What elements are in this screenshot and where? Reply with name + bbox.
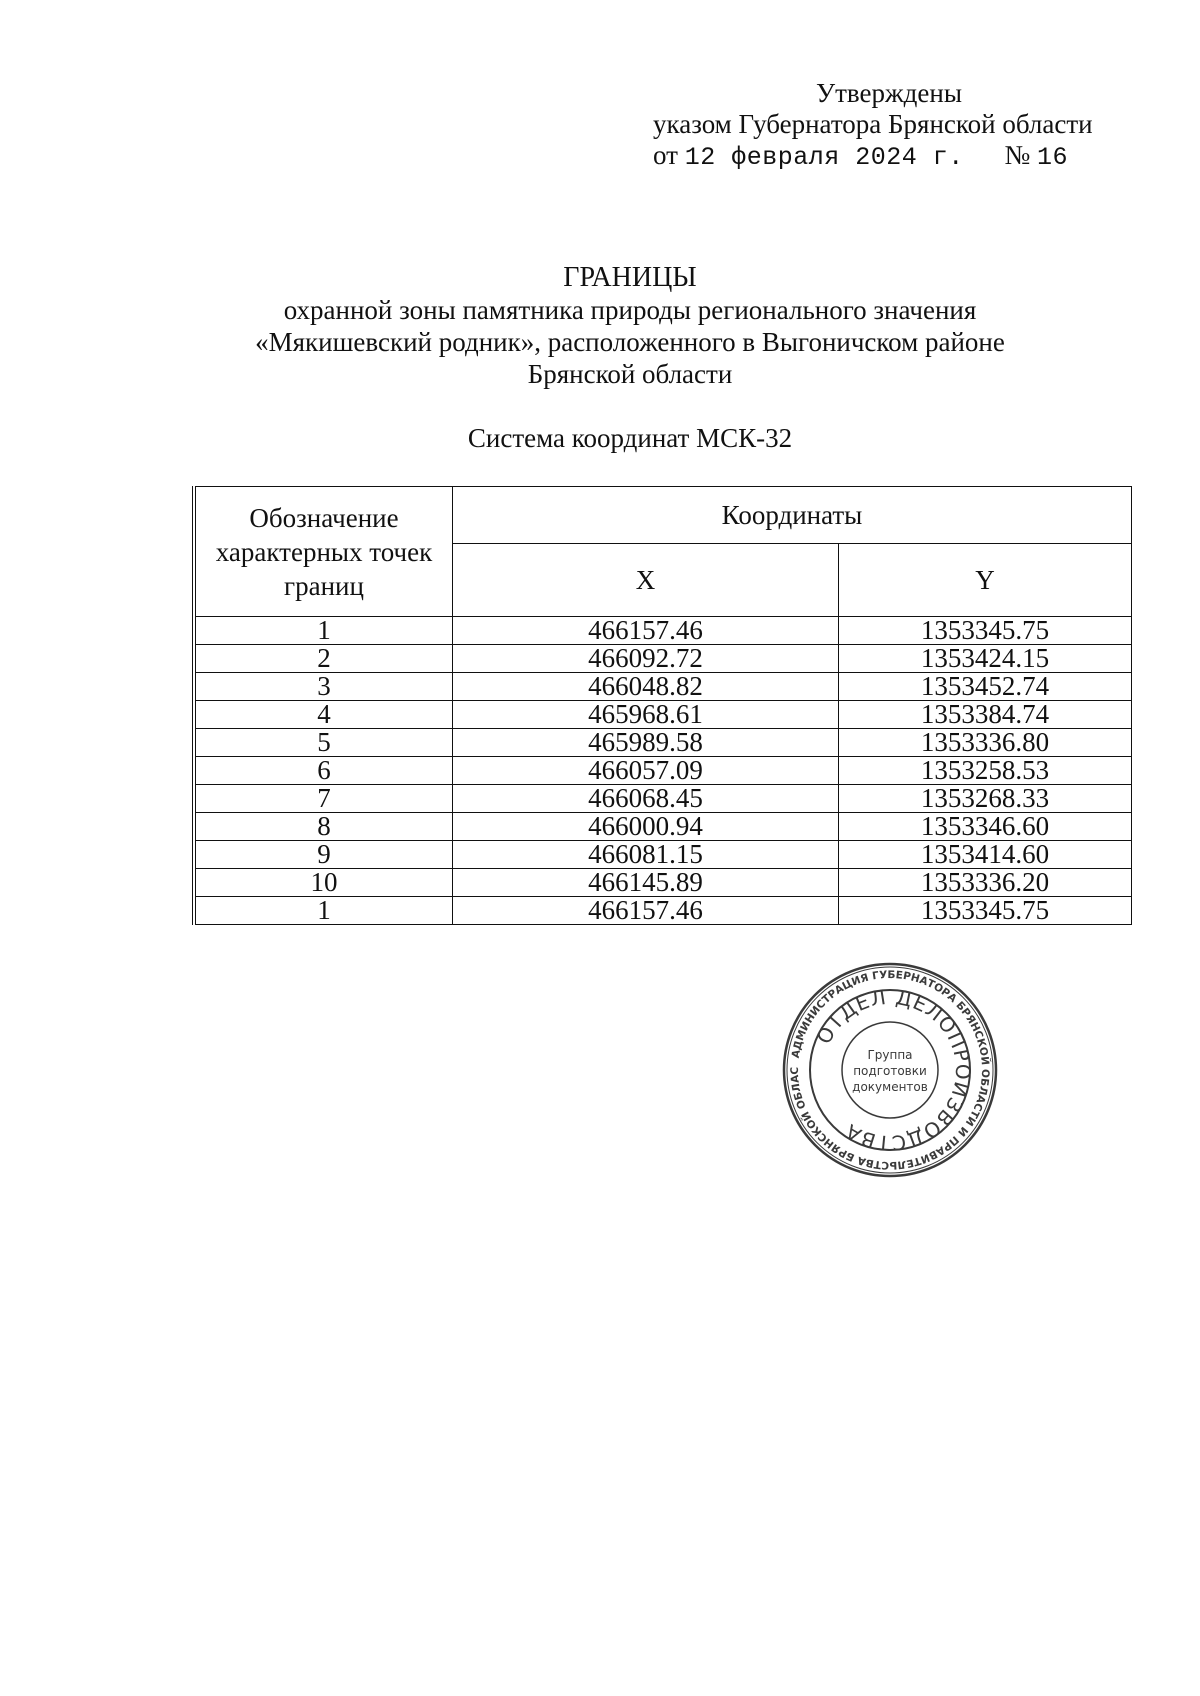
- cell-x: 465989.58: [453, 729, 839, 757]
- heading-line-1: охранной зоны памятника природы регионального значения: [283, 295, 977, 325]
- table-row: [194, 757, 1132, 785]
- table-row: [194, 869, 1132, 897]
- table-row: [194, 841, 1132, 869]
- table-row: [194, 617, 1132, 645]
- stamp-center-line-2: подготовки: [853, 1064, 927, 1078]
- cell-y: 1353345.75: [839, 897, 1132, 925]
- approval-date: 12 февраля 2024 г.: [684, 143, 964, 172]
- table-row: [194, 729, 1132, 757]
- coordinates-table-body: [194, 617, 1132, 925]
- cell-point: 4: [194, 701, 453, 729]
- stamp-center-line-3: документов: [852, 1080, 928, 1094]
- approval-number: 16: [1037, 143, 1069, 172]
- approval-decree-line: указом Губернатора Брянской области: [653, 109, 1093, 139]
- cell-y: 1353424.15: [839, 645, 1132, 673]
- stamp-center-line-1: Группа: [867, 1048, 913, 1062]
- office-stamp: [780, 960, 1000, 1180]
- document-heading: [180, 262, 1080, 390]
- table-row: [194, 897, 1132, 925]
- header-x: X: [453, 544, 839, 617]
- stamp-inner-text: ОТДЕЛ ДЕЛОПРОИЗВОДСТВА: [811, 984, 976, 1156]
- cell-x: 466157.46: [453, 617, 839, 645]
- stamp-outer-text: АДМИНИСТРАЦИЯ ГУБЕРНАТОРА БРЯНСКОЙ ОБЛАСТИ И ПРАВИТЕЛЬСТВА БРЯНСКОЙ ОБЛАС: [788, 968, 992, 1172]
- cell-y: 1353258.53: [839, 757, 1132, 785]
- cell-y: 1353268.33: [839, 785, 1132, 813]
- approval-block: [653, 78, 1123, 173]
- cell-point: 6: [194, 757, 453, 785]
- approval-date-line: [653, 140, 1123, 173]
- coordinates-table: [192, 486, 1132, 925]
- cell-point: 5: [194, 729, 453, 757]
- cell-x: 466157.46: [453, 897, 839, 925]
- approval-from-prefix: от: [653, 140, 678, 170]
- cell-x: 466000.94: [453, 813, 839, 841]
- cell-x: 465968.61: [453, 701, 839, 729]
- cell-x: 466068.45: [453, 785, 839, 813]
- table-row: [194, 785, 1132, 813]
- heading-line-3: Брянской области: [527, 359, 733, 389]
- header-coordinates: Координаты: [453, 487, 1132, 544]
- cell-y: 1353345.75: [839, 617, 1132, 645]
- cell-x: 466145.89: [453, 869, 839, 897]
- table-row: [194, 645, 1132, 673]
- cell-point: 8: [194, 813, 453, 841]
- cell-x: 466092.72: [453, 645, 839, 673]
- cell-x: 466057.09: [453, 757, 839, 785]
- cell-point: 3: [194, 673, 453, 701]
- cell-point: 1: [194, 617, 453, 645]
- cell-y: 1353384.74: [839, 701, 1132, 729]
- table-row: [194, 813, 1132, 841]
- header-point: Обозначение характерных точек границ: [194, 487, 453, 617]
- cell-x: 466048.82: [453, 673, 839, 701]
- cell-y: 1353336.80: [839, 729, 1132, 757]
- approval-number-label: №: [1004, 140, 1031, 170]
- cell-y: 1353452.74: [839, 673, 1132, 701]
- coordinate-system-label: Система координат МСК-32: [467, 423, 793, 453]
- header-y: Y: [839, 544, 1132, 617]
- stamp-seal-graphic: [780, 960, 1000, 1180]
- cell-point: 7: [194, 785, 453, 813]
- cell-x: 466081.15: [453, 841, 839, 869]
- cell-point: 9: [194, 841, 453, 869]
- heading-line-2: «Мякишевский родник», расположенного в Выгоничском районе: [255, 327, 1005, 357]
- approval-title: Утверждены: [816, 78, 962, 108]
- document-title: ГРАНИЦЫ: [563, 262, 697, 293]
- table-row: [194, 673, 1132, 701]
- cell-y: 1353346.60: [839, 813, 1132, 841]
- cell-point: 1: [194, 897, 453, 925]
- cell-point: 10: [194, 869, 453, 897]
- table-row: [194, 701, 1132, 729]
- cell-y: 1353336.20: [839, 869, 1132, 897]
- cell-y: 1353414.60: [839, 841, 1132, 869]
- cell-point: 2: [194, 645, 453, 673]
